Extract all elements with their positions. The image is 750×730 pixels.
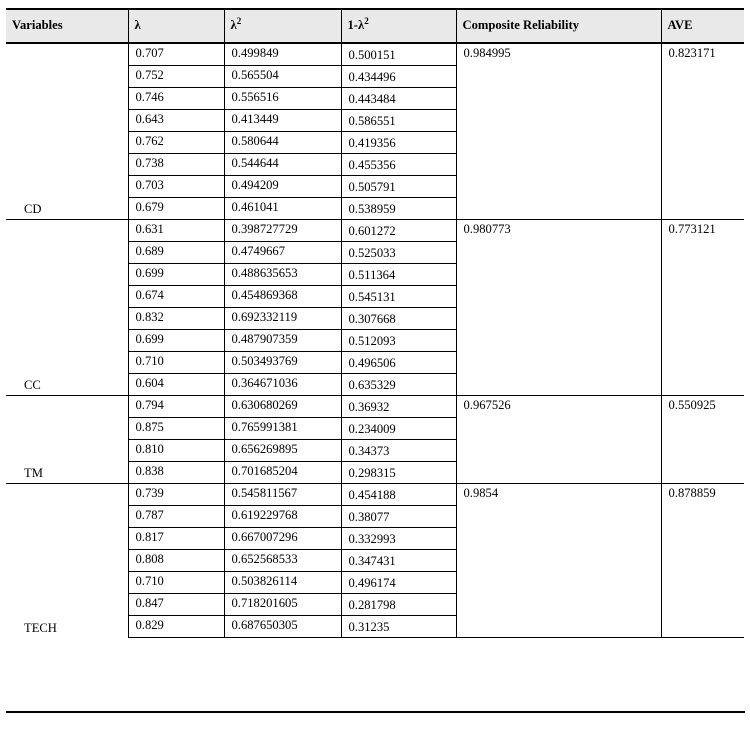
cell-lambda-squared: 0.656269895 — [224, 440, 341, 462]
table-row — [6, 484, 744, 506]
cell-lambda: 0.875 — [128, 418, 224, 440]
table-row — [6, 43, 744, 66]
cell-lambda-squared: 0.556516 — [224, 88, 341, 110]
cell-one-minus-lambda-squared: 0.505791 — [341, 176, 456, 198]
column-header-composite-reliability: Composite Reliability — [456, 9, 661, 43]
cell-one-minus-lambda-squared: 0.496174 — [341, 572, 456, 594]
cell-one-minus-lambda-squared: 0.443484 — [341, 88, 456, 110]
cell-lambda-squared: 0.503493769 — [224, 352, 341, 374]
column-header-lambda: λ — [128, 9, 224, 43]
cell-ave: 0.823171 — [661, 43, 744, 220]
cell-lambda: 0.643 — [128, 110, 224, 132]
cell-one-minus-lambda-squared: 0.234009 — [341, 418, 456, 440]
cell-lambda-squared: 0.619229768 — [224, 506, 341, 528]
cell-one-minus-lambda-squared: 0.496506 — [341, 352, 456, 374]
cell-lambda: 0.699 — [128, 264, 224, 286]
group-label-cd: CD — [6, 43, 128, 220]
cell-lambda-squared: 0.687650305 — [224, 616, 341, 638]
column-header-lambda-squared — [224, 9, 341, 43]
cell-one-minus-lambda-squared: 0.512093 — [341, 330, 456, 352]
cell-lambda-squared: 0.718201605 — [224, 594, 341, 616]
cell-lambda-squared: 0.488635653 — [224, 264, 341, 286]
cell-one-minus-lambda-squared: 0.434496 — [341, 66, 456, 88]
cell-lambda-squared: 0.503826114 — [224, 572, 341, 594]
cell-one-minus-lambda-squared: 0.601272 — [341, 220, 456, 242]
cell-lambda: 0.689 — [128, 242, 224, 264]
cell-lambda: 0.838 — [128, 462, 224, 484]
cell-ave: 0.550925 — [661, 396, 744, 484]
cell-lambda: 0.817 — [128, 528, 224, 550]
column-header-ave: AVE — [661, 9, 744, 43]
cell-lambda: 0.832 — [128, 308, 224, 330]
cell-lambda-squared: 0.565504 — [224, 66, 341, 88]
cell-lambda-squared: 0.701685204 — [224, 462, 341, 484]
cell-lambda: 0.631 — [128, 220, 224, 242]
cell-lambda-squared: 0.487907359 — [224, 330, 341, 352]
cell-one-minus-lambda-squared: 0.31235 — [341, 616, 456, 638]
cell-lambda: 0.847 — [128, 594, 224, 616]
cell-lambda: 0.699 — [128, 330, 224, 352]
cell-lambda: 0.752 — [128, 66, 224, 88]
cell-lambda-squared: 0.652568533 — [224, 550, 341, 572]
cell-one-minus-lambda-squared: 0.586551 — [341, 110, 456, 132]
cell-lambda-squared: 0.630680269 — [224, 396, 341, 418]
table-row — [6, 396, 744, 418]
cell-one-minus-lambda-squared: 0.307668 — [341, 308, 456, 330]
cell-lambda: 0.762 — [128, 132, 224, 154]
cell-one-minus-lambda-squared: 0.500151 — [341, 43, 456, 66]
cell-one-minus-lambda-squared: 0.511364 — [341, 264, 456, 286]
table-bottom-rule — [6, 711, 745, 713]
cell-composite-reliability: 0.9854 — [456, 484, 661, 638]
table-header — [6, 9, 744, 43]
cell-lambda: 0.738 — [128, 154, 224, 176]
cell-one-minus-lambda-squared: 0.455356 — [341, 154, 456, 176]
cell-lambda: 0.787 — [128, 506, 224, 528]
cell-one-minus-lambda-squared: 0.454188 — [341, 484, 456, 506]
cell-lambda: 0.810 — [128, 440, 224, 462]
cell-lambda-squared: 0.667007296 — [224, 528, 341, 550]
cell-one-minus-lambda-squared: 0.347431 — [341, 550, 456, 572]
cell-lambda-squared: 0.692332119 — [224, 308, 341, 330]
table-body — [6, 43, 744, 638]
column-header-lambda-squared-base: λ — [230, 17, 237, 32]
cell-composite-reliability: 0.980773 — [456, 220, 661, 396]
column-header-variables: Variables — [6, 9, 128, 43]
cell-lambda-squared: 0.765991381 — [224, 418, 341, 440]
column-header-one-minus-lambda-squared-base: 1-λ — [347, 17, 365, 32]
column-header-one-minus-lambda-squared — [341, 9, 456, 43]
cell-composite-reliability: 0.967526 — [456, 396, 661, 484]
cell-lambda: 0.604 — [128, 374, 224, 396]
cell-lambda: 0.703 — [128, 176, 224, 198]
cell-lambda-squared: 0.454869368 — [224, 286, 341, 308]
cell-lambda: 0.739 — [128, 484, 224, 506]
cell-lambda-squared: 0.398727729 — [224, 220, 341, 242]
cell-lambda: 0.710 — [128, 572, 224, 594]
cell-ave: 0.878859 — [661, 484, 744, 638]
cell-one-minus-lambda-squared: 0.298315 — [341, 462, 456, 484]
cell-lambda: 0.710 — [128, 352, 224, 374]
cell-lambda: 0.794 — [128, 396, 224, 418]
cell-one-minus-lambda-squared: 0.545131 — [341, 286, 456, 308]
cell-lambda: 0.707 — [128, 43, 224, 66]
cell-lambda: 0.674 — [128, 286, 224, 308]
group-label-cc: CC — [6, 220, 128, 396]
cell-one-minus-lambda-squared: 0.538959 — [341, 198, 456, 220]
cell-lambda-squared: 0.461041 — [224, 198, 341, 220]
cell-one-minus-lambda-squared: 0.36932 — [341, 396, 456, 418]
cell-lambda-squared: 0.544644 — [224, 154, 341, 176]
cell-lambda: 0.808 — [128, 550, 224, 572]
group-label-tech: TECH — [6, 484, 128, 638]
cell-lambda: 0.746 — [128, 88, 224, 110]
cell-lambda-squared: 0.494209 — [224, 176, 341, 198]
reliability-table — [6, 8, 744, 638]
cell-one-minus-lambda-squared: 0.281798 — [341, 594, 456, 616]
cell-lambda-squared: 0.580644 — [224, 132, 341, 154]
cell-one-minus-lambda-squared: 0.34373 — [341, 440, 456, 462]
group-label-tm: TM — [6, 396, 128, 484]
cell-one-minus-lambda-squared: 0.635329 — [341, 374, 456, 396]
cell-lambda: 0.829 — [128, 616, 224, 638]
cell-lambda-squared: 0.545811567 — [224, 484, 341, 506]
cell-one-minus-lambda-squared: 0.525033 — [341, 242, 456, 264]
cell-lambda-squared: 0.499849 — [224, 43, 341, 66]
cell-one-minus-lambda-squared: 0.332993 — [341, 528, 456, 550]
cell-composite-reliability: 0.984995 — [456, 43, 661, 220]
column-header-one-minus-lambda-squared-exponent: 2 — [364, 15, 369, 26]
cell-ave: 0.773121 — [661, 220, 744, 396]
cell-lambda: 0.679 — [128, 198, 224, 220]
cell-lambda-squared: 0.413449 — [224, 110, 341, 132]
header-row — [6, 9, 744, 43]
table-row — [6, 220, 744, 242]
cell-lambda-squared: 0.4749667 — [224, 242, 341, 264]
column-header-lambda-squared-exponent: 2 — [236, 15, 242, 26]
cell-lambda-squared: 0.364671036 — [224, 374, 341, 396]
cell-one-minus-lambda-squared: 0.38077 — [341, 506, 456, 528]
cell-one-minus-lambda-squared: 0.419356 — [341, 132, 456, 154]
